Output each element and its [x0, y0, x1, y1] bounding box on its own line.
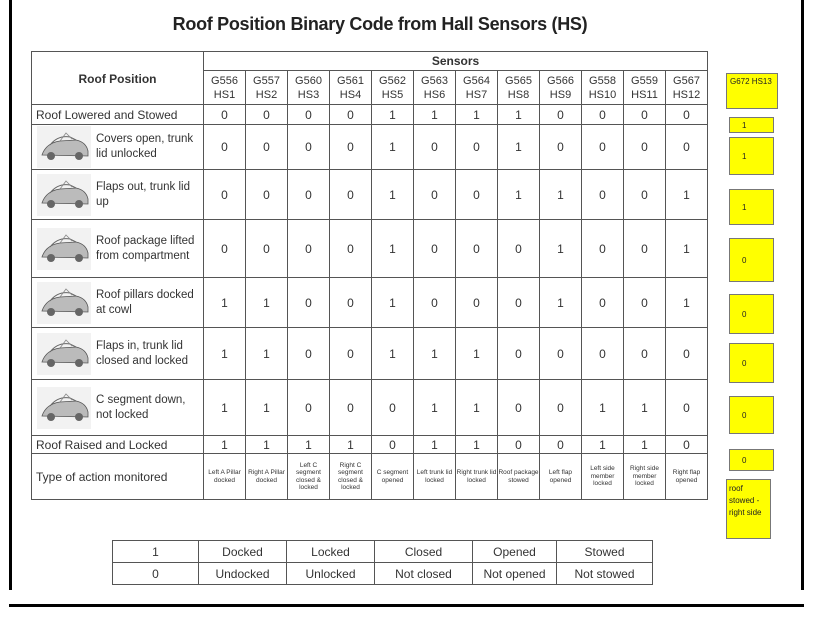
- sensor-value-cell: 0: [456, 125, 498, 170]
- sensor-value-cell: 1: [204, 436, 246, 454]
- legend-code: 0: [113, 563, 199, 585]
- sensor-value-cell: 0: [582, 220, 624, 278]
- legend-row: [113, 541, 653, 563]
- sensor-value-cell: 0: [330, 220, 372, 278]
- sensor-value-cell: 1: [624, 436, 666, 454]
- row-label-wrap: [32, 281, 203, 325]
- table-row: [32, 125, 708, 170]
- row-label: Roof pillars docked at cowl: [96, 288, 194, 316]
- hs13-value: 1: [742, 151, 747, 161]
- hs13-action: [726, 479, 771, 539]
- sensor-value-cell: 0: [288, 380, 330, 436]
- action-cell: Right side member locked: [624, 454, 666, 500]
- sensor-value-cell: 1: [540, 170, 582, 220]
- left-rule: [9, 0, 12, 590]
- sensor-code: G567: [673, 74, 700, 87]
- sensor-value-cell: 0: [540, 105, 582, 125]
- sensor-value-cell: 0: [582, 328, 624, 380]
- legend-label: Not opened: [473, 563, 557, 585]
- sensor-hs: HS7: [465, 88, 488, 101]
- sensor-value-cell: 1: [246, 380, 288, 436]
- sensor-value-cell: 0: [414, 220, 456, 278]
- row-label: Flaps in, trunk lid closed and locked: [96, 339, 189, 367]
- sensor-header-cell: [288, 71, 330, 105]
- sensor-value-cell: 0: [666, 125, 708, 170]
- sensor-value-cell: 0: [246, 125, 288, 170]
- hs13-value-cell: [729, 189, 774, 225]
- action-cell: Left A Pillar docked: [204, 454, 246, 500]
- sensor-code: G557: [253, 74, 280, 87]
- row-label-cell: [32, 380, 204, 436]
- sensor-value-cell: 1: [414, 380, 456, 436]
- action-row-label: Type of action monitored: [32, 454, 204, 500]
- hs13-header: [726, 73, 778, 109]
- sensor-value-cell: 0: [498, 380, 540, 436]
- sensor-value-cell: 0: [246, 220, 288, 278]
- sensor-value-cell: 0: [666, 380, 708, 436]
- hs13-action-label: roof stowed - right side: [729, 484, 762, 517]
- sensor-header-cell: [498, 71, 540, 105]
- sensor-value-cell: 0: [624, 105, 666, 125]
- sensor-value-cell: 0: [288, 170, 330, 220]
- sensor-code: G566: [547, 74, 574, 87]
- hs13-value: 1: [742, 202, 747, 212]
- sensor-value-cell: 1: [330, 436, 372, 454]
- action-row: [32, 454, 708, 500]
- sensor-value-cell: 1: [204, 380, 246, 436]
- sensor-code: G562: [379, 74, 406, 87]
- car-roof-illustration: [36, 125, 92, 169]
- sensor-code: G559: [631, 74, 658, 87]
- sensor-value-cell: 1: [456, 380, 498, 436]
- sensor-value-cell: 0: [456, 278, 498, 328]
- sensor-value-cell: 0: [246, 105, 288, 125]
- sensor-hs: HS6: [423, 88, 446, 101]
- hs13-value-cell: [729, 137, 774, 175]
- action-cell: Left C segment closed & locked: [288, 454, 330, 500]
- sensor-value-cell: 0: [204, 125, 246, 170]
- sensor-header-cell: [540, 71, 582, 105]
- sensor-value-cell: 1: [204, 278, 246, 328]
- sensor-value-cell: 0: [498, 220, 540, 278]
- sensor-value-cell: 0: [246, 170, 288, 220]
- sensor-value-cell: 0: [288, 328, 330, 380]
- sensor-code: G560: [295, 74, 322, 87]
- row-label-cell: [32, 125, 204, 170]
- sensor-value-cell: 1: [372, 125, 414, 170]
- sensor-value-cell: 0: [540, 328, 582, 380]
- sensor-value-cell: 1: [498, 105, 540, 125]
- sensor-value-cell: 0: [498, 328, 540, 380]
- car-roof-illustration: [36, 386, 92, 430]
- sensor-value-cell: 0: [498, 436, 540, 454]
- sensor-code-table: [31, 51, 708, 500]
- sensor-header-cell: [414, 71, 456, 105]
- sensor-value-cell: 0: [204, 220, 246, 278]
- sensor-value-cell: 0: [204, 105, 246, 125]
- sensor-value-cell: 1: [246, 328, 288, 380]
- car-roof-illustration: [36, 173, 92, 217]
- sensor-value-cell: 1: [414, 436, 456, 454]
- legend-code: 1: [113, 541, 199, 563]
- table-row: [32, 220, 708, 278]
- sensor-value-cell: 1: [498, 125, 540, 170]
- sensor-value-cell: 0: [456, 220, 498, 278]
- sensor-code: G564: [463, 74, 490, 87]
- sensor-value-cell: 0: [582, 170, 624, 220]
- sensor-value-cell: 0: [582, 105, 624, 125]
- sensor-value-cell: 0: [330, 328, 372, 380]
- sensor-value-cell: 0: [624, 278, 666, 328]
- sensor-value-cell: 1: [246, 278, 288, 328]
- row-label-cell: [32, 328, 204, 380]
- hs13-value: 1: [742, 120, 747, 130]
- sensor-code: G565: [505, 74, 532, 87]
- hs13-value: 0: [742, 455, 747, 465]
- page-title: Roof Position Binary Code from Hall Sensors (HS): [172, 14, 588, 34]
- bottom-rule: [9, 604, 804, 607]
- legend-label: Not stowed: [557, 563, 653, 585]
- sensor-value-cell: 1: [246, 436, 288, 454]
- hs13-value-cell: [729, 238, 774, 282]
- sensor-code: G563: [421, 74, 448, 87]
- legend-label: Undocked: [199, 563, 287, 585]
- sensor-value-cell: 0: [330, 105, 372, 125]
- row-label: Flaps out, trunk lid up: [96, 180, 190, 208]
- sensor-value-cell: 0: [288, 278, 330, 328]
- row-label-wrap: [32, 332, 203, 376]
- hs13-value-cell: [729, 294, 774, 334]
- table-row: [32, 278, 708, 328]
- sensor-value-cell: 0: [372, 380, 414, 436]
- sensor-value-cell: 0: [498, 278, 540, 328]
- sensor-value-cell: 1: [582, 380, 624, 436]
- sensor-value-cell: 1: [456, 105, 498, 125]
- sensor-value-cell: 0: [414, 170, 456, 220]
- header-row-sensors: [32, 52, 708, 71]
- row-label: Roof Raised and Locked: [32, 436, 204, 454]
- action-cell: Right C segment closed & locked: [330, 454, 372, 500]
- sensor-header-cell: [582, 71, 624, 105]
- sensor-value-cell: 0: [624, 125, 666, 170]
- legend-row: [113, 563, 653, 585]
- table-row: [32, 105, 708, 125]
- sensor-hs: HS4: [339, 88, 362, 101]
- sensor-value-cell: 0: [540, 125, 582, 170]
- sensor-hs: HS3: [297, 88, 320, 101]
- sensor-hs: HS5: [381, 88, 404, 101]
- sensor-value-cell: 0: [624, 170, 666, 220]
- sensor-value-cell: 0: [330, 125, 372, 170]
- sensor-value-cell: 0: [288, 125, 330, 170]
- right-rule: [801, 0, 804, 590]
- action-cell: Left trunk lid locked: [414, 454, 456, 500]
- row-label: Roof Lowered and Stowed: [32, 105, 204, 125]
- sensor-value-cell: 1: [414, 105, 456, 125]
- sensor-value-cell: 0: [414, 278, 456, 328]
- sensor-value-cell: 1: [456, 436, 498, 454]
- table-row: [32, 380, 708, 436]
- action-cell: Right A Pillar docked: [246, 454, 288, 500]
- sensor-value-cell: 1: [666, 170, 708, 220]
- legend-label: Closed: [375, 541, 473, 563]
- sensor-value-cell: 0: [414, 125, 456, 170]
- legend-table: [112, 540, 653, 585]
- car-roof-illustration: [36, 227, 92, 271]
- sensor-header-cell: [372, 71, 414, 105]
- sensor-code: G558: [589, 74, 616, 87]
- legend-label: Docked: [199, 541, 287, 563]
- sensor-hs: HS9: [549, 88, 572, 101]
- sensor-value-cell: 0: [204, 170, 246, 220]
- sensor-value-cell: 0: [624, 220, 666, 278]
- row-label-wrap: [32, 125, 203, 169]
- sensor-hs: HS8: [507, 88, 530, 101]
- action-cell: Left side member locked: [582, 454, 624, 500]
- sensor-hs: HS1: [213, 88, 236, 101]
- sensor-value-cell: 0: [666, 105, 708, 125]
- row-label: C segment down, not locked: [96, 393, 186, 421]
- car-roof-illustration: [36, 332, 92, 376]
- action-cell: Right flap opened: [666, 454, 708, 500]
- sensor-value-cell: 1: [624, 380, 666, 436]
- row-label: Covers open, trunk lid unlocked: [96, 133, 194, 160]
- sensor-value-cell: 0: [582, 125, 624, 170]
- row-label-cell: [32, 220, 204, 278]
- sensor-header-cell: [246, 71, 288, 105]
- row-label-cell: [32, 278, 204, 328]
- table-row: [32, 328, 708, 380]
- sensor-value-cell: 1: [372, 170, 414, 220]
- roof-position-header: Roof Position: [32, 52, 204, 105]
- hs13-value: 0: [742, 255, 747, 265]
- sensor-value-cell: 0: [666, 328, 708, 380]
- row-label-wrap: [32, 173, 203, 217]
- sensor-value-cell: 1: [582, 436, 624, 454]
- row-label-wrap: [32, 227, 203, 271]
- sensor-header-cell: [330, 71, 372, 105]
- sensor-value-cell: 1: [414, 328, 456, 380]
- sensor-value-cell: 0: [330, 170, 372, 220]
- row-label: Roof package lifted from compartment: [96, 234, 195, 262]
- car-roof-illustration: [36, 281, 92, 325]
- hs13-value: 0: [742, 309, 747, 319]
- sensor-hs: HS10: [588, 88, 617, 101]
- legend-label: Locked: [287, 541, 375, 563]
- table-row: [32, 436, 708, 454]
- sensor-value-cell: 0: [666, 436, 708, 454]
- sensor-value-cell: 1: [372, 105, 414, 125]
- legend-label: Not closed: [375, 563, 473, 585]
- sensor-hs: HS2: [255, 88, 278, 101]
- sensor-code: G556: [211, 74, 238, 87]
- sensor-header-cell: [666, 71, 708, 105]
- sensor-header-cell: [204, 71, 246, 105]
- sensor-value-cell: 1: [498, 170, 540, 220]
- sensor-value-cell: 0: [582, 278, 624, 328]
- action-cell: Left flap opened: [540, 454, 582, 500]
- sensors-header: Sensors: [204, 52, 708, 71]
- sensor-value-cell: 1: [540, 278, 582, 328]
- hs13-header-label: G672 HS13: [730, 77, 772, 86]
- action-cell: C segment opened: [372, 454, 414, 500]
- row-label-cell: [32, 170, 204, 220]
- sensor-value-cell: 0: [372, 436, 414, 454]
- sensor-value-cell: 0: [540, 380, 582, 436]
- legend-label: Stowed: [557, 541, 653, 563]
- sensor-header-cell: [456, 71, 498, 105]
- hs13-value: 0: [742, 358, 747, 368]
- sensor-value-cell: 0: [330, 380, 372, 436]
- sensor-value-cell: 1: [666, 220, 708, 278]
- sensor-value-cell: 1: [372, 328, 414, 380]
- sensor-value-cell: 1: [666, 278, 708, 328]
- sensor-hs: HS12: [672, 88, 701, 101]
- hs13-value-cell: [729, 396, 774, 434]
- action-cell: Roof package stowed: [498, 454, 540, 500]
- hs13-value: 0: [742, 410, 747, 420]
- sensor-code: G561: [337, 74, 364, 87]
- hs13-value-cell: [729, 343, 774, 383]
- legend-label: Opened: [473, 541, 557, 563]
- sensor-value-cell: 0: [288, 105, 330, 125]
- sensor-value-cell: 0: [456, 170, 498, 220]
- sensor-value-cell: 1: [372, 278, 414, 328]
- sensor-value-cell: 1: [204, 328, 246, 380]
- sensor-value-cell: 0: [288, 220, 330, 278]
- sensor-value-cell: 0: [624, 328, 666, 380]
- sensor-value-cell: 1: [288, 436, 330, 454]
- sensor-value-cell: 1: [456, 328, 498, 380]
- sensor-header-cell: [624, 71, 666, 105]
- sensor-value-cell: 0: [540, 436, 582, 454]
- row-label-wrap: [32, 386, 203, 430]
- sensor-value-cell: 0: [330, 278, 372, 328]
- hs13-value-cell: [729, 117, 774, 133]
- table-row: [32, 170, 708, 220]
- sensor-hs: HS11: [631, 88, 658, 101]
- action-cell: Right trunk lid locked: [456, 454, 498, 500]
- legend-label: Unlocked: [287, 563, 375, 585]
- sensor-value-cell: 1: [540, 220, 582, 278]
- hs13-value-cell: [729, 449, 774, 471]
- sensor-value-cell: 1: [372, 220, 414, 278]
